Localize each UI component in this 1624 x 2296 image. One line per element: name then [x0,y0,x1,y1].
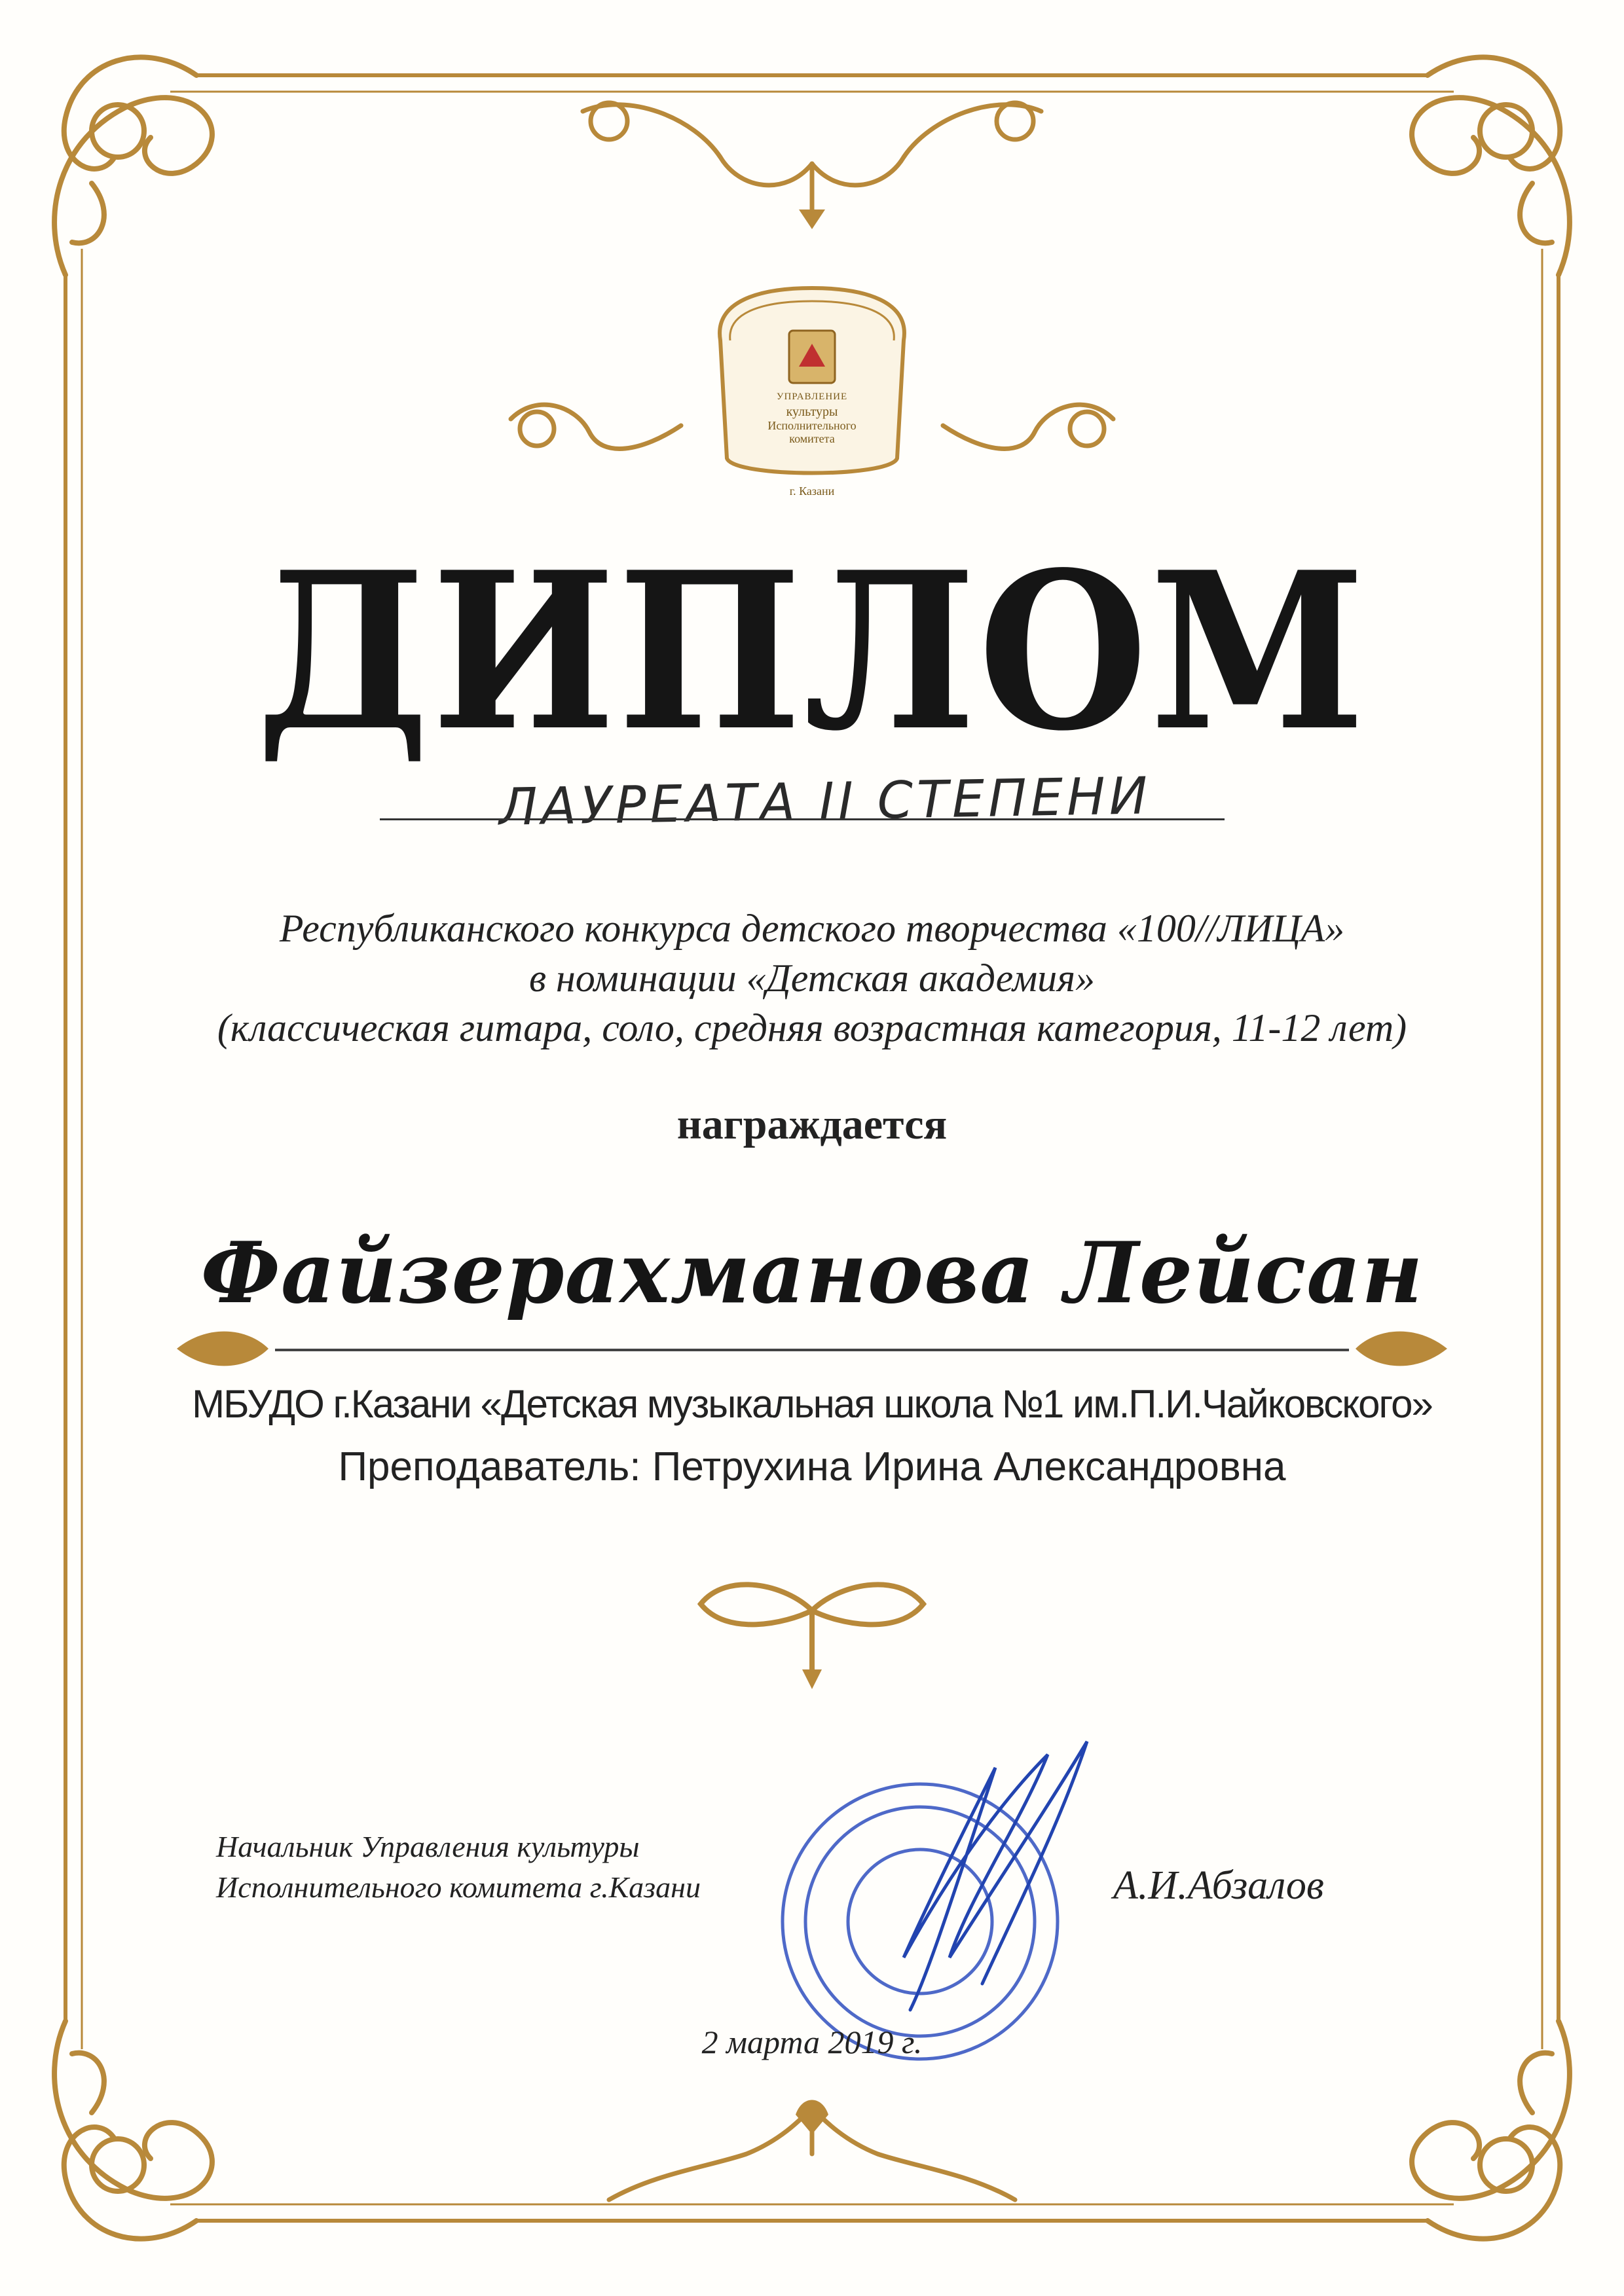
corner-ornament-top-left [54,57,212,275]
degree-handwritten: ЛАУРЕАТА II СТЕПЕНИ [498,767,1152,837]
bottom-drop-ornament [796,2100,828,2135]
contest-line-3: (классическая гитара, соло, средняя возрастная категория, 11-12 лет) [217,1006,1407,1049]
signer-position [216,1827,871,1908]
logo-line-1: УПРАВЛЕНИЕ [776,392,848,402]
school-name: МБУДО г.Казани «Детская музыкальная школа №1 им.П.И.Чайковского» [192,1382,1432,1426]
awarded-label: награждается [676,1101,948,1148]
contest-line-2: в номинации «Детская академия» [529,957,1095,1000]
recipient-name: Файзерахманова Лейсан [200,1224,1424,1322]
logo-line-3: Исполнительного [767,419,857,432]
signer-position-line-2: Исполнительного комитета г.Казани [216,1870,701,1904]
signer-position-line-1: Начальник Управления культуры [216,1830,640,1863]
handwritten-signature [904,1741,1087,2010]
logo-line-5: г. Казани [789,484,835,498]
logo-line-4: комитета [789,432,835,445]
signer-name: А.И.Абзалов [1113,1863,1324,1908]
right-logo-flourish [943,405,1113,448]
left-logo-flourish [511,405,681,448]
diploma-title: ДИПЛОМ [256,524,1368,778]
name-underline-ornament [177,1332,1447,1366]
contest-line-1: Республиканского конкурса детского творчества «100//ЛИЦА» [279,907,1345,950]
middle-swirl-ornament [701,1584,923,1676]
swirl-drop [802,1669,822,1689]
contest-description [0,903,1624,1053]
corner-ornament-top-right [1412,57,1570,275]
logo-line-2: культуры [786,405,838,419]
top-drop-ornament [799,210,825,229]
issue-date: 2 марта 2019 г. [701,2024,923,2060]
degree-line [380,818,1225,820]
top-center-flourish [583,103,1041,223]
teacher-name: Преподаватель: Петрухина Ирина Александровна [338,1444,1286,1489]
